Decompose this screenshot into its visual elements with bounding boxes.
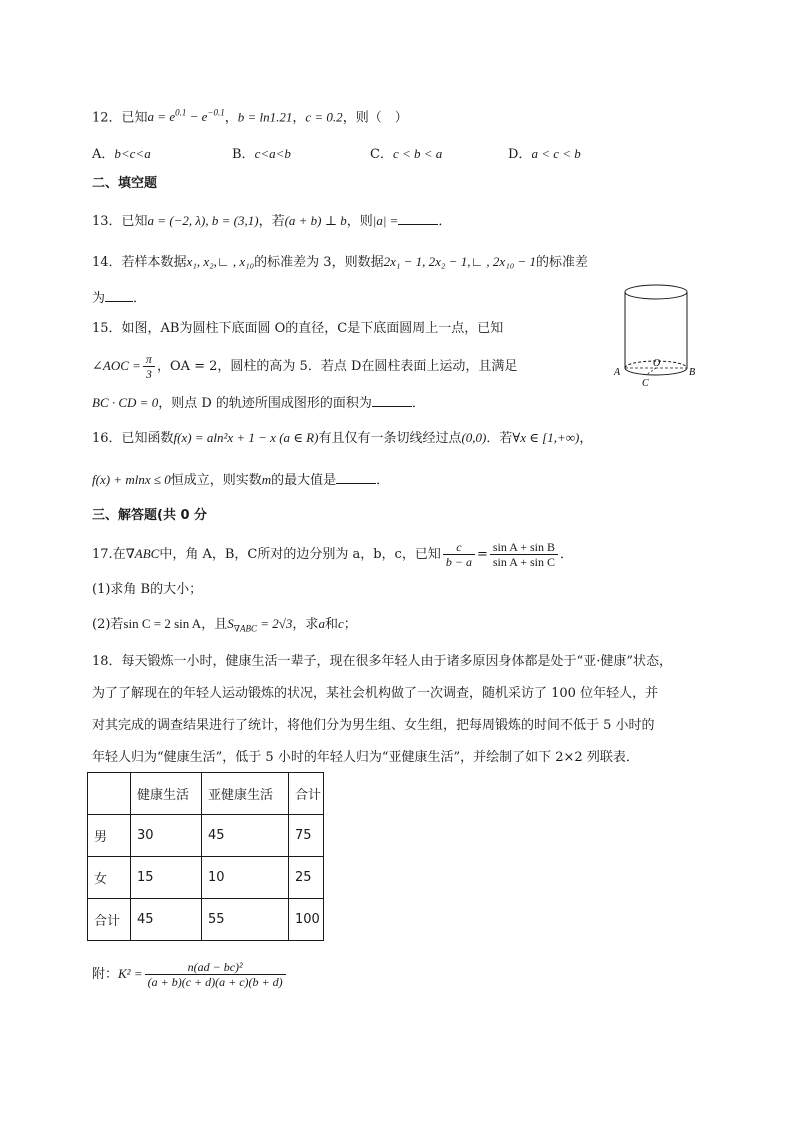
q17-stem: 17.在∇ABC中，角 A，B，C所对的边分别为 a，b，c，已知 $\frac{c}{b - a}$ = $\frac{\text{sin A + sin B}}{\text{sin A + sin C}}$ ． — [92, 540, 573, 569]
q16-line1: 16．已知函数f(x) = aln²x + 1 − x (a ∈ R)有且仅有一条切线经过点(0,0)．若∀x ∈ [1,+∞)， — [92, 430, 593, 446]
q12-option-d: D．a < c < b — [508, 146, 581, 162]
table-cell: 合计 — [88, 899, 131, 941]
label-c: C — [642, 378, 649, 389]
label-a: A — [614, 367, 621, 378]
section-solve-title: 三、解答题(共 0 分 — [92, 508, 208, 523]
q15-answer-blank — [372, 392, 412, 407]
q16-answer-blank — [336, 469, 376, 484]
segment-oc — [646, 368, 656, 375]
table-cell: 45 — [131, 899, 202, 941]
cylinder-bottom-front-arc — [625, 368, 687, 375]
contingency-table — [87, 772, 324, 941]
cylinder-top-ellipse — [625, 285, 687, 299]
q15-line3: BC · CD = 0，则点 D 的轨迹所围成图形的面积为 ． — [92, 392, 425, 414]
table-row — [88, 899, 324, 941]
table-header-cell: 亚健康生活 — [202, 773, 289, 815]
q18-appendix-formula: 附：K² = $\frac{\text{n(ad − bc)²}}{(a + b)(c + d)(a + c)(b + d)}$ — [92, 960, 288, 989]
table-cell: 男 — [88, 815, 131, 857]
k2-fraction: $\frac{\text{n(ad − bc)²}}{(a + b)(c + d)(a + c)(b + d)}$ — [145, 960, 286, 989]
q18-line1: 18．每天锻炼一小时，健康生活一辈子，现在很多年轻人由于诸多原因身体都是处于“亚·健康”状态， — [92, 654, 672, 669]
q17-sub1: (1)求角 B的大小； — [92, 582, 203, 597]
q14-answer-blank — [105, 287, 133, 302]
q13: 13．已知a = (−2, λ), b = (3,1)，若(a + b) ⊥ b，则|a| = ． — [92, 210, 451, 232]
q17-fraction-left: $\frac{c}{b - a}$ — [443, 540, 475, 569]
q16-line2: f(x) + mlnx ≤ 0恒成立，则实数m的最大值是 ． — [92, 469, 389, 491]
q18-line3: 对其完成的调查结果进行了统计，将他们分为男生组、女生组，把每周锻炼的时间不低于 5 小时的 — [92, 718, 655, 733]
q15-angle-fraction: $\frac{\pi}{3}$ — [143, 352, 155, 381]
table-cell: 55 — [202, 899, 289, 941]
q14-line2: 为 ． — [92, 287, 146, 309]
q15-line2: ∠AOC = $\frac{\pi}{3}$ ，OA = 2，圆柱的高为 5．若点 D在圆柱表面上运动，且满足 — [92, 352, 518, 381]
q15-line1: 15．如图，AB为圆柱下底面圆 O的直径，C是下底面圆周上一点，已知 — [92, 321, 504, 336]
table-cell: 100 — [289, 899, 324, 941]
cylinder-figure — [612, 280, 702, 392]
q17-fraction-right: $\frac{\text{sin A + sin B}}{\text{sin A + sin C}}$ — [490, 540, 558, 569]
table-header-cell: 合计 — [289, 773, 324, 815]
q12-option-a: A．b<c<a — [92, 146, 151, 162]
table-cell: 15 — [131, 857, 202, 899]
table-header-cell: 健康生活 — [131, 773, 202, 815]
table-cell: 25 — [289, 857, 324, 899]
q14-line1: 14．若样本数据x₁, x₂,∟ , x₁₀的标准差为 3，则数据2x₁ − 1, 2x₂ − 1,∟ , 2x₁₀ − 1的标准差 — [92, 254, 589, 270]
table-cell: 女 — [88, 857, 131, 899]
q12-option-c: C．c < b < a — [370, 146, 443, 162]
label-o: O — [653, 358, 661, 369]
table-row — [88, 857, 324, 899]
table-cell: 45 — [202, 815, 289, 857]
q18-line2: 为了了解现在的年轻人运动锻炼的状况，某社会机构做了一次调查，随机采访了 100 位年轻人，并 — [92, 686, 659, 701]
section-fill-in-title: 二、填空题 — [92, 176, 158, 191]
table-cell — [88, 773, 131, 815]
q18-line4: 年轻人归为“健康生活”，低于 5 小时的年轻人归为“亚健康生活”，并绘制了如下 2×2 列联表． — [92, 750, 639, 765]
table-cell: 30 — [131, 815, 202, 857]
q17-sub2: (2)若sin C = 2 sin A，且$S_{\nabla ABC} = 2√3$，求a和c； — [92, 616, 357, 634]
table-header-row — [88, 773, 324, 815]
q13-answer-blank — [398, 210, 438, 225]
q12-stem: 12．已知$a = e^{0.1} - e^{-0.1}$，b = ln1.21，c = 0.2，则（ ） — [92, 108, 408, 126]
table-row — [88, 815, 324, 857]
label-b: B — [689, 367, 696, 378]
q12-option-b: B．c<a<b — [232, 146, 291, 162]
table-cell: 10 — [202, 857, 289, 899]
table-cell: 75 — [289, 815, 324, 857]
